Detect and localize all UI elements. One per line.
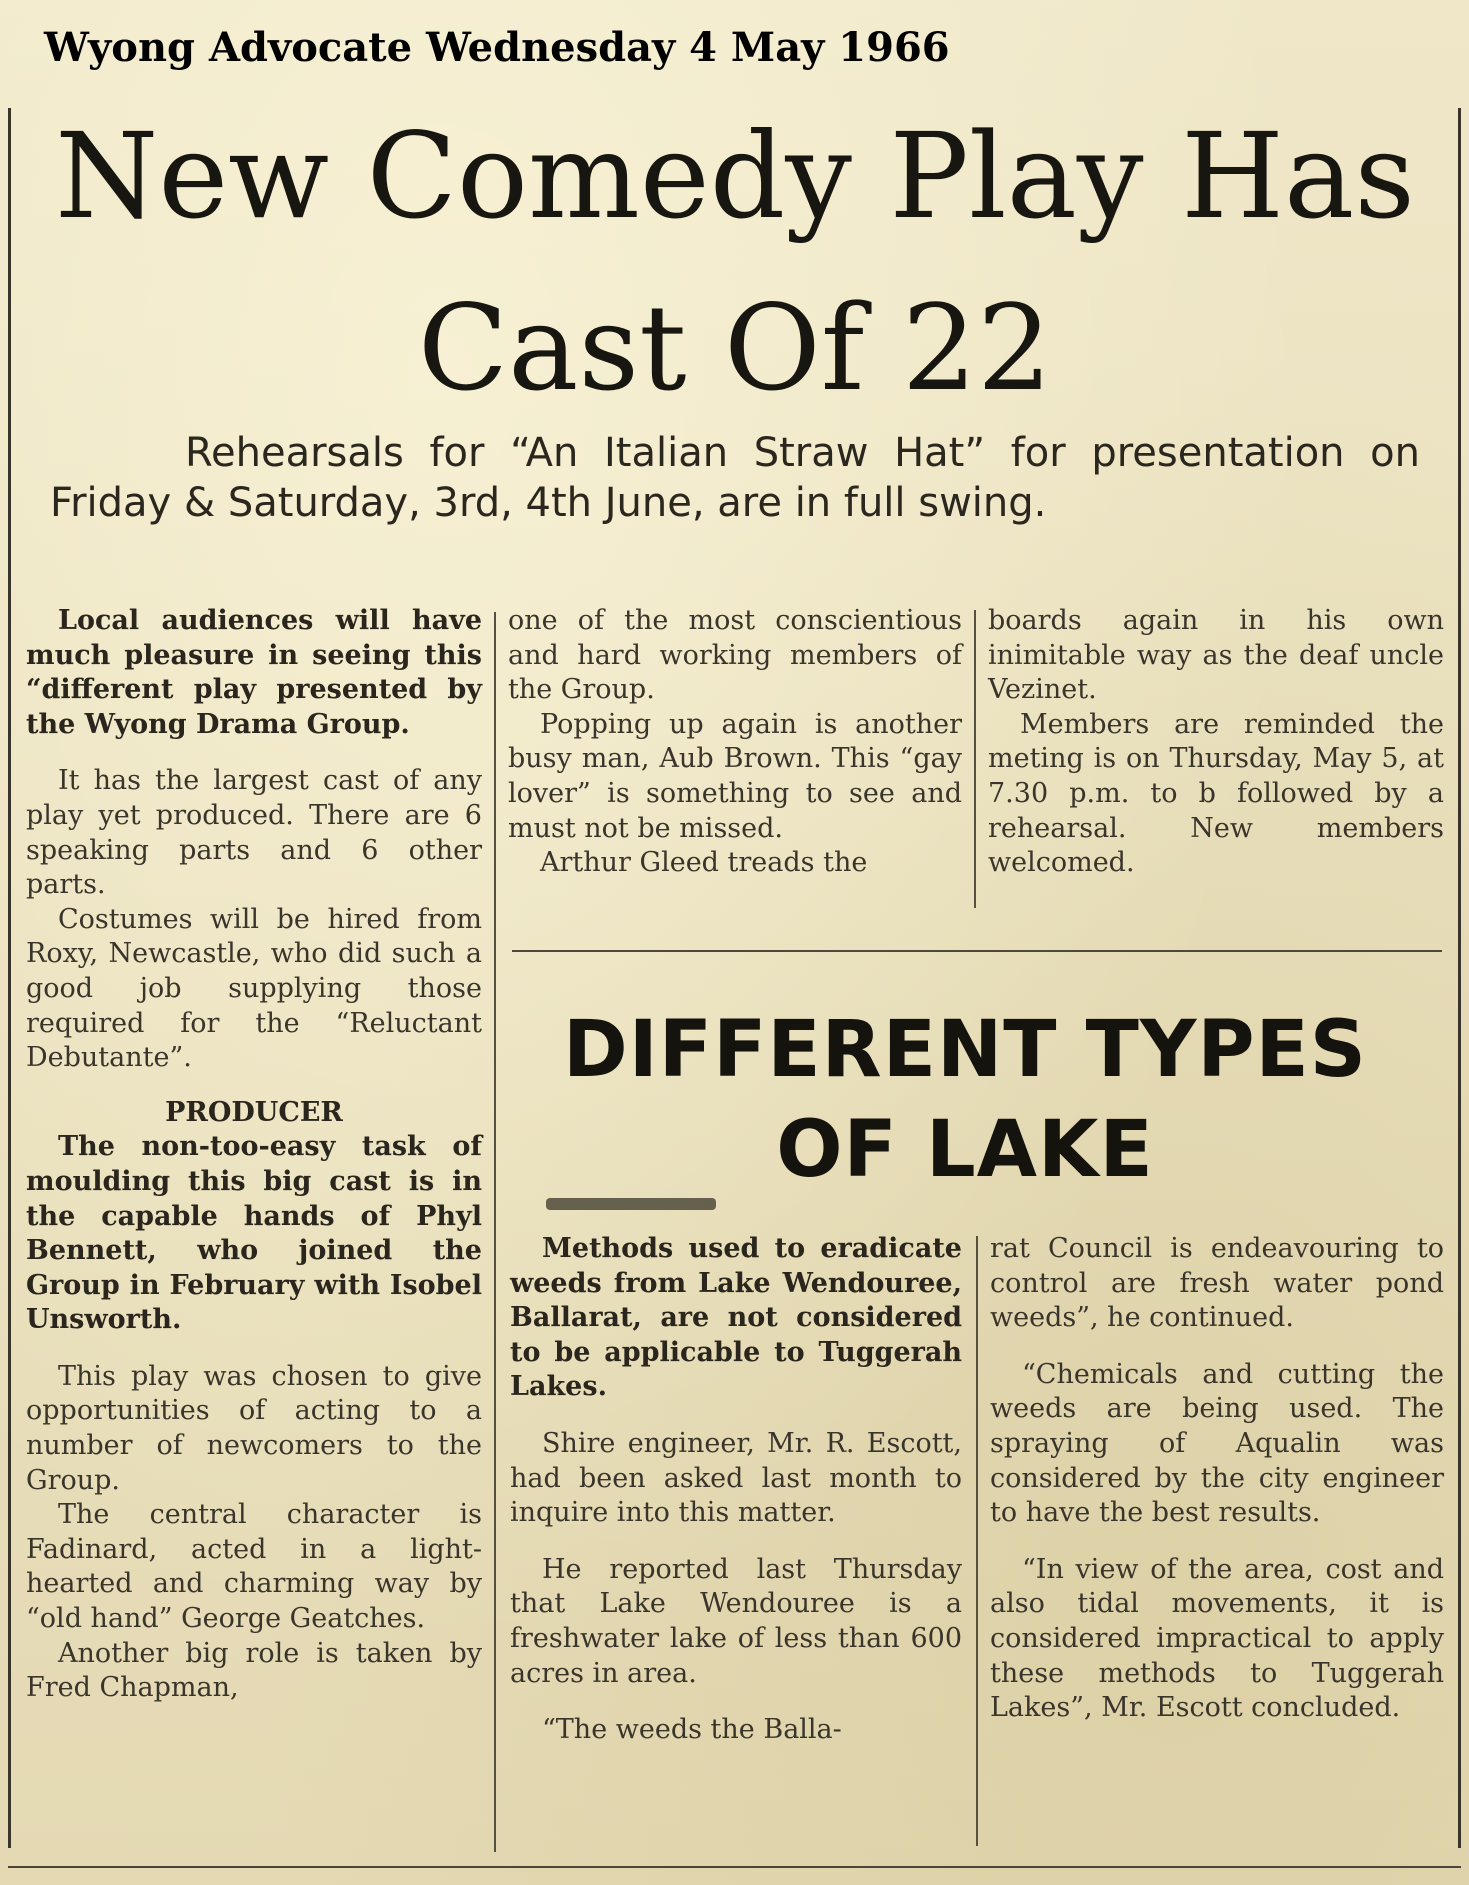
frame-left-rule — [8, 108, 11, 1848]
article2-headline — [515, 1000, 1415, 1200]
article2-column-2 — [990, 1232, 1444, 1726]
article1-col1-p1: Local audiences will have much pleasure in seeing this “different play presented by the Wyong Drama Group. — [26, 605, 482, 740]
article2-col2-p3: “In view of the area, cost and also tidal movements, it is considered impractical to apply these methods to Tuggerah Lakes”, Mr. Escott concluded. — [990, 1553, 1444, 1724]
article2-headline-line2: OF LAKE — [776, 1105, 1154, 1195]
article1-column-3 — [988, 604, 1444, 881]
column-divider-1 — [494, 612, 496, 1852]
article1-col2-p2: Popping up again is another busy man, Aub Brown. This “gay lover” is something to see and must not be missed. — [508, 708, 962, 844]
article1-column-2 — [508, 604, 962, 881]
article1-subhead-producer: PRODUCER — [165, 1096, 343, 1128]
article1-col3-p2: Members are reminded the meting is on Thursday, May 5, at 7.30 p.m. to b followed by a rehearsal. New members welcomed. — [988, 708, 1444, 879]
article2-col2-p2: “Chemicals and cutting the weeds are being used. The spraying of Aqualin was considered by the city engineer to have the best results. — [990, 1358, 1444, 1529]
column-divider-2 — [974, 610, 976, 908]
article-separator-rule — [512, 950, 1442, 952]
article2-col2-p1: rat Council is endeavouring to control are fresh water pond weeds”, he continued. — [990, 1233, 1444, 1334]
article2-column-1 — [510, 1232, 962, 1748]
ink-smudge — [546, 1198, 716, 1210]
article1-headline-line2: Cast Of 22 — [417, 279, 1053, 417]
column-divider-3 — [976, 1236, 978, 1846]
article1-col1-p7: Another big role is taken by Fred Chapman, — [26, 1637, 482, 1704]
clipping-caption: Wyong Advocate Wednesday 4 May 1966 — [44, 24, 950, 71]
article1-standfirst: Rehearsals for “An Italian Straw Hat” for presentation on Friday & Saturday, 3rd, 4th June, are in full swing. — [50, 430, 1420, 526]
article1-col1-p4: The non-too-easy task of moulding this big cast is in the capable hands of Phyl Bennett, who joined the Group in February with Isobel Unsworth. — [26, 1131, 482, 1336]
article1-headline-line1: New Comedy Play Has — [55, 107, 1415, 245]
article2-headline-line1: DIFFERENT TYPES — [563, 1005, 1367, 1095]
article2-col1-p2: Shire engineer, Mr. R. Escott, had been asked last month to inquire into this matter. — [510, 1427, 962, 1529]
article1-column-1 — [26, 604, 482, 1706]
article1-headline — [30, 90, 1440, 434]
article2-col1-p1: Methods used to eradicate weeds from Lake Wendouree, Ballarat, are not considered to be applicable to Tuggerah Lakes. — [510, 1233, 962, 1403]
article2-col1-p4: “The weeds the Balla- — [542, 1714, 842, 1746]
article1-col1-p6: The central character is Fadinard, acted in a light-hearted and charming way by “old hand” George Geatches. — [26, 1499, 482, 1635]
article1-col1-p2: It has the largest cast of any play yet produced. There are 6 speaking parts and 6 other parts. — [26, 765, 482, 901]
article1-col2-p1: one of the most conscientious and hard working members of the Group. — [508, 605, 962, 706]
frame-right-rule — [1458, 108, 1461, 1848]
frame-bottom-rule — [8, 1866, 1461, 1868]
article1-col2-p3: Arthur Gleed treads the — [540, 847, 868, 879]
article1-col3-p1: boards again in his own inimitable way as the deaf uncle Vezinet. — [988, 605, 1444, 706]
article1-col1-p5: This play was chosen to give opportunities of acting to a number of newcomers to the Group. — [26, 1360, 482, 1496]
article1-col1-p3: Costumes will be hired from Roxy, Newcastle, who did such a good job supplying those required for the “Reluctant Debutante”. — [26, 903, 482, 1074]
article2-col1-p3: He reported last Thursday that Lake Wendouree is a freshwater lake of less than 600 acres in area. — [510, 1553, 962, 1689]
